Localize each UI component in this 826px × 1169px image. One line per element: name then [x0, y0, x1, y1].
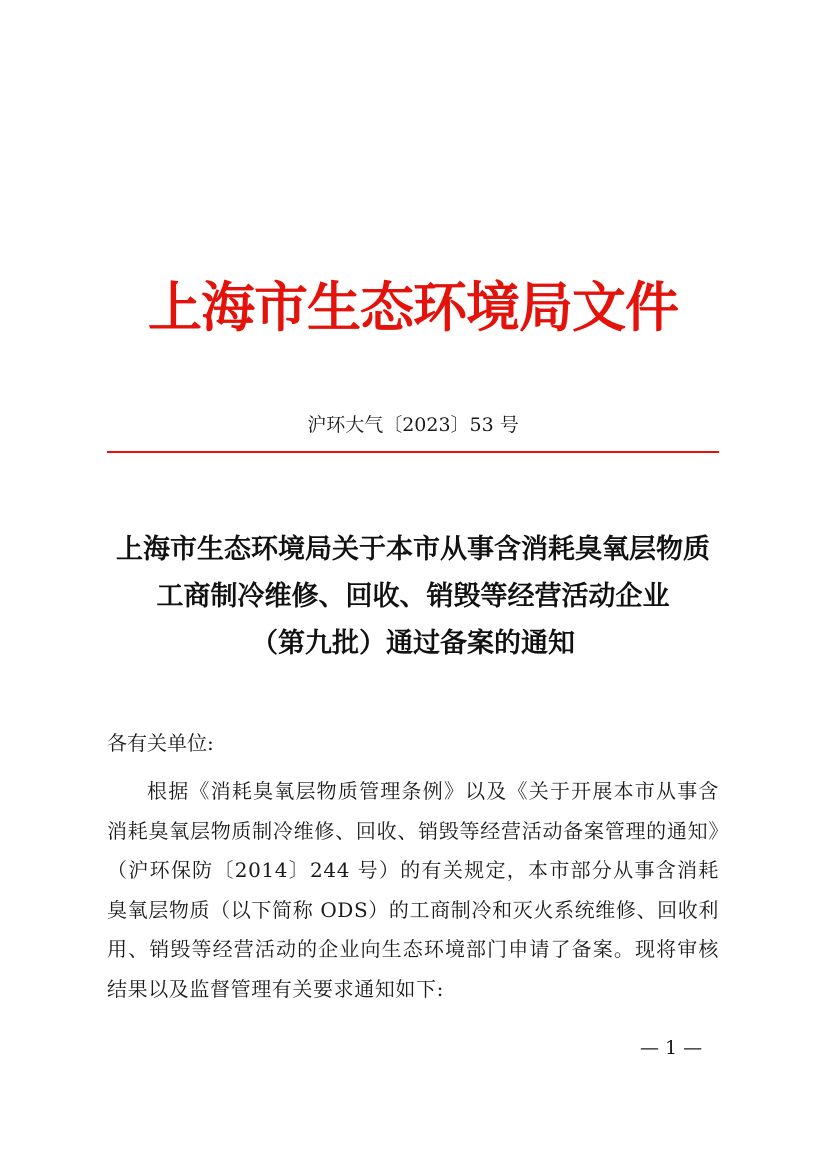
document-title — [90, 526, 736, 667]
document-number: 沪环大气〔2023〕53 号 — [307, 414, 519, 436]
body-paragraph: 根据《消耗臭氧层物质管理条例》以及《关于开展本市从事含消耗臭氧层物质制冷维修、回收、销毁等经营活动备案管理的通知》（沪环保防〔2014〕244 号）的有关规定，本市部分从事含消耗臭氧层物质（以下简称 ODS）的工商制冷和灭火系统维修、回收利用、销毁等经营活动的企业向生态环境部门申请了备案。现将审核结果以及监督管理有关要求通知如下: — [107, 779, 719, 1001]
red-divider-line — [107, 451, 719, 453]
document-title-line-1: 上海市生态环境局关于本市从事含消耗臭氧层物质 — [116, 534, 710, 565]
document-title-line-2: 工商制冷维修、回收、销毁等经营活动企业 — [156, 581, 670, 612]
salutation: 各有关单位: — [107, 731, 214, 755]
page-number: — 1 — — [640, 1037, 703, 1059]
document-title-line-3: （第九批）通过备案的通知 — [251, 628, 575, 659]
letterhead-title: 上海市生态环境局文件 — [148, 275, 678, 339]
